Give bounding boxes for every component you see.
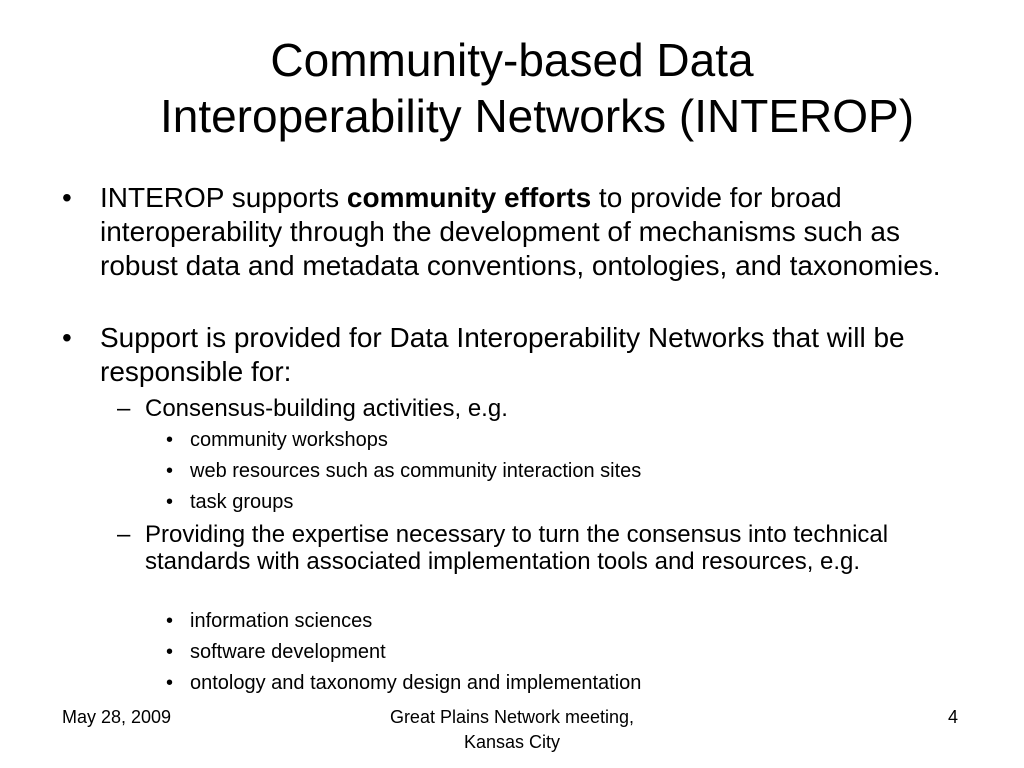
sub-sub-bullet-text: information sciences (190, 610, 373, 632)
sub-bullet-providing-expertise (117, 521, 947, 575)
bullet-marker: • (166, 610, 174, 632)
bullet-text: Support is provided for Data Interoperability Networks that will be responsible for: (100, 322, 905, 387)
sub-sub-bullet-text: task groups (190, 491, 294, 513)
footer-event (312, 705, 712, 755)
sub-sub-bullet-community-workshops (166, 428, 966, 452)
bullet-marker: • (166, 460, 174, 482)
bullet-item-support-provided (62, 321, 952, 389)
sub-sub-bullet-information-sciences (166, 609, 966, 633)
sub-bullet-consensus-building (117, 395, 947, 422)
bullet-text (62, 181, 952, 283)
bullet-marker: • (166, 672, 174, 694)
sub-sub-bullet-software-development (166, 640, 966, 664)
bullet-marker: • (166, 491, 174, 513)
sub-sub-bullet-text: web resources such as community interaction sites (190, 460, 642, 482)
slide-title (0, 32, 1024, 144)
dash-marker: – (117, 395, 131, 422)
bullet-marker: • (62, 322, 72, 353)
footer-event-line-2: Kansas City (463, 732, 561, 752)
sub-sub-bullet-text: community workshops (190, 429, 388, 451)
sub-sub-bullet-ontology-taxonomy (166, 671, 966, 695)
sub-sub-bullet-text: ontology and taxonomy design and implementation (190, 672, 642, 694)
bullet-item-interop-supports (62, 181, 952, 283)
bullet-marker: • (166, 429, 174, 451)
slide-number: 4 (948, 707, 959, 727)
bullet-text-start: INTEROP supports (100, 182, 347, 213)
dash-marker: – (117, 521, 131, 548)
bullet-marker: • (62, 182, 72, 213)
sub-sub-bullet-text: software development (190, 641, 386, 663)
sub-bullet-text: Consensus-building activities, e.g. (145, 395, 508, 422)
bullet-text-bold: community efforts (346, 182, 592, 213)
slide-title-line-2: Interoperability Networks (INTEROP) (159, 90, 915, 142)
slide-title-line-1: Community-based Data (270, 34, 754, 86)
bullet-text-end: to provide for broad interoperability through the development of mechanisms such as robust data and metadata conventions, ontologies, and taxonomies. (100, 182, 941, 281)
footer-event-line-1: Great Plains Network meeting, (389, 707, 635, 727)
bullet-marker: • (166, 641, 174, 663)
sub-bullet-text: Providing the expertise necessary to turn the consensus into technical standards with associated implementation tools and resources, e.g. (145, 521, 889, 575)
footer-date: May 28, 2009 (62, 707, 172, 727)
sub-sub-bullet-web-resources (166, 459, 966, 483)
sub-sub-bullet-task-groups (166, 490, 966, 514)
